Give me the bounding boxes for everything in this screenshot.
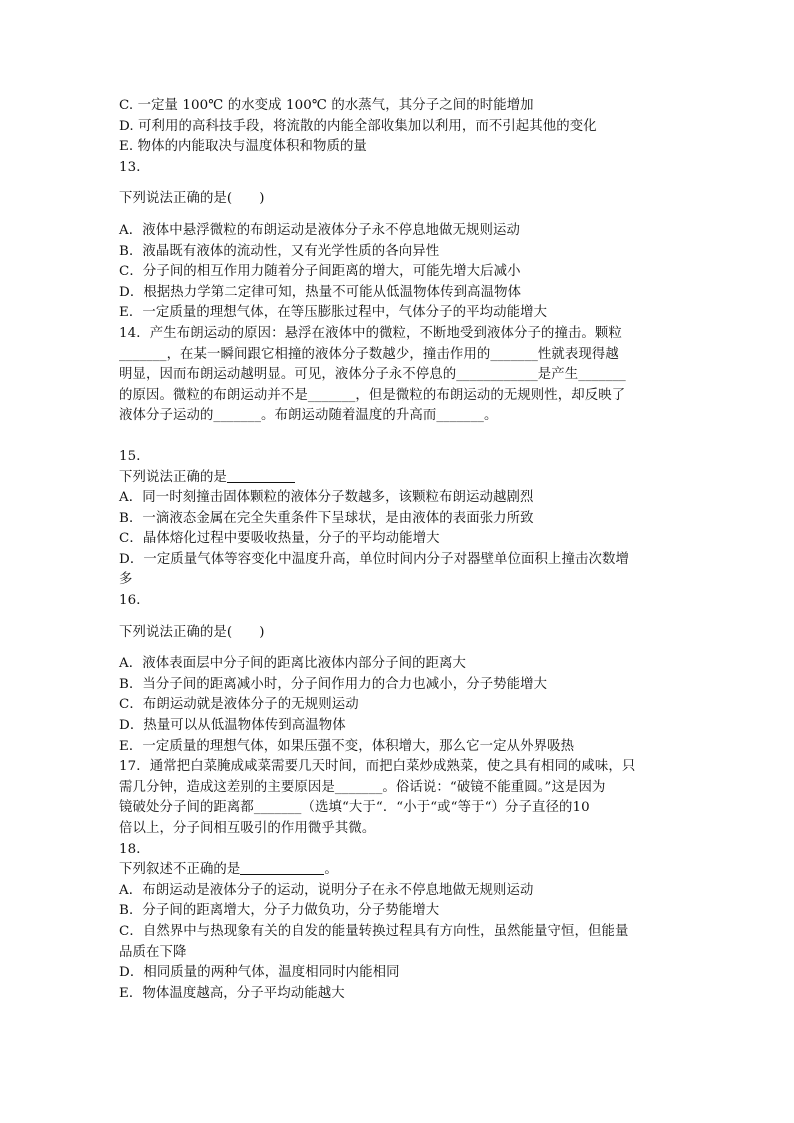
q13-option-a: A．液体中悬浮微粒的布朗运动是液体分子永不停息地做无规则运动 <box>119 222 520 238</box>
q14-line-4: 的原因。微粒的布朗运动并不是_______，但是微粒的布朗运动的无规则性，却反映了 <box>119 387 626 403</box>
q14-line-2: _______，在某一瞬间跟它相撞的液体分子数越少，撞击作用的_______性就表现得越 <box>119 346 619 362</box>
q14-line-3: 明显，因而布朗运动越明显。可见，液体分子永不停息的____________是产生_______ <box>119 367 626 383</box>
q16-option-a: A．液体表面层中分子间的距离比液体内部分子间的距离大 <box>119 656 467 672</box>
q12-option-d: D. 可利用的高科技手段，将流散的内能全部收集加以利用，而不引起其他的变化 <box>119 118 597 134</box>
q15-option-c: C．晶体熔化过程中要吸收热量，分子的平均动能增大 <box>119 531 440 547</box>
q13-stem: 下列说法正确的是( ) <box>119 191 265 207</box>
q13-number: 13． <box>119 159 150 175</box>
q15-option-b: B．一滴液态金属在完全失重条件下呈球状，是由液体的表面张力所致 <box>119 510 534 526</box>
q15-stem-row <box>119 468 681 489</box>
q16-stem: 下列说法正确的是( ) <box>119 624 265 640</box>
q17-line-1: 17．通常把白菜腌成咸菜需要几天时间，而把白菜炒成熟菜，使之具有相同的咸味，只 <box>119 759 636 775</box>
q18-option-e: E．物体温度越高，分子平均动能越大 <box>119 985 345 1001</box>
q15-number: 15． <box>119 448 150 464</box>
q16-number: 16． <box>119 593 150 609</box>
q15-option-d-cont: 多 <box>119 572 133 588</box>
q18-option-b: B．分子间的距离增大，分子力做负功，分子势能增大 <box>119 903 440 919</box>
q16-option-e: E．一定质量的理想气体，如果压强不变，体积增大，那么它一定从外界吸热 <box>119 738 575 754</box>
q13-option-b: B．液晶既有液体的流动性，又有光学性质的各向异性 <box>119 243 440 259</box>
q12-option-c: C. 一定量 100℃ 的水变成 100℃ 的水蒸气，其分子之间的时能增加 <box>119 98 534 113</box>
q18-answer-blank <box>240 860 324 875</box>
q13-option-c: C．分子间的相互作用力随着分子间距离的增大，可能先增大后减小 <box>119 264 521 280</box>
worksheet-page <box>119 96 681 1004</box>
q18-stem: 下列叙述不正确的是 <box>119 862 241 878</box>
q18-number: 18． <box>119 841 150 857</box>
q16-option-b: B．当分子间的距离减小时，分子间作用力的合力也减小，分子势能增大 <box>119 676 548 692</box>
q14-line-1: 14．产生布朗运动的原因：悬浮在液体中的微粒，不断地受到液体分子的撞击。颗粒 <box>119 325 622 341</box>
q17-line-2: 需几分钟，造成这差别的主要原因是_______。俗话说：“破镜不能重圆。”这是因为 <box>119 779 606 795</box>
q17-line-4: 倍以上，分子间相互吸引的作用微乎其微。 <box>119 821 376 836</box>
q18-option-c: C．自然界中与热现象有关的自发的能量转换过程具有方向性，虽然能量守恒，但能量 <box>119 923 629 939</box>
q13-option-d: D．根据热力学第二定律可知，热量不可能从低温物体传到高温物体 <box>119 284 522 300</box>
q14-line-5: 液体分子运动的_______。布朗运动随着温度的升高而_______。 <box>119 408 498 424</box>
q15-stem: 下列说法正确的是 <box>119 469 227 485</box>
q16-option-c: C．布朗运动就是液体分子的无规则运动 <box>119 697 359 713</box>
q13-option-e: E．一定质量的理想气体，在等压膨胀过程中，气体分子的平均动能增大 <box>119 305 548 321</box>
q18-option-c-cont: 品质在下降 <box>119 944 187 960</box>
q18-stem-row <box>119 860 681 881</box>
q18-stem-end: 。 <box>324 862 338 878</box>
q12-option-e: E. 物体的内能取决与温度体积和物质的量 <box>119 139 367 155</box>
q17-line-3: 镜破处分子间的距离都_______（选填“大于“．“小于“或“等于“）分子直径的10 <box>119 800 590 816</box>
q16-option-d: D．热量可以从低温物体传到高温物体 <box>119 718 346 734</box>
q18-option-d: D．相同质量的两种气体，温度相同时内能相同 <box>119 965 400 981</box>
q15-answer-blank <box>227 468 295 483</box>
q15-option-a: A．同一时刻撞击固体颗粒的液体分子数越多，该颗粒布朗运动越剧烈 <box>119 490 534 506</box>
q15-option-d: D．一定质量气体等容变化中温度升高，单位时间内分子对器壁单位面积上撞击次数增 <box>119 551 629 567</box>
q18-option-a: A．布朗运动是液体分子的运动，说明分子在永不停息地做无规则运动 <box>119 882 534 898</box>
